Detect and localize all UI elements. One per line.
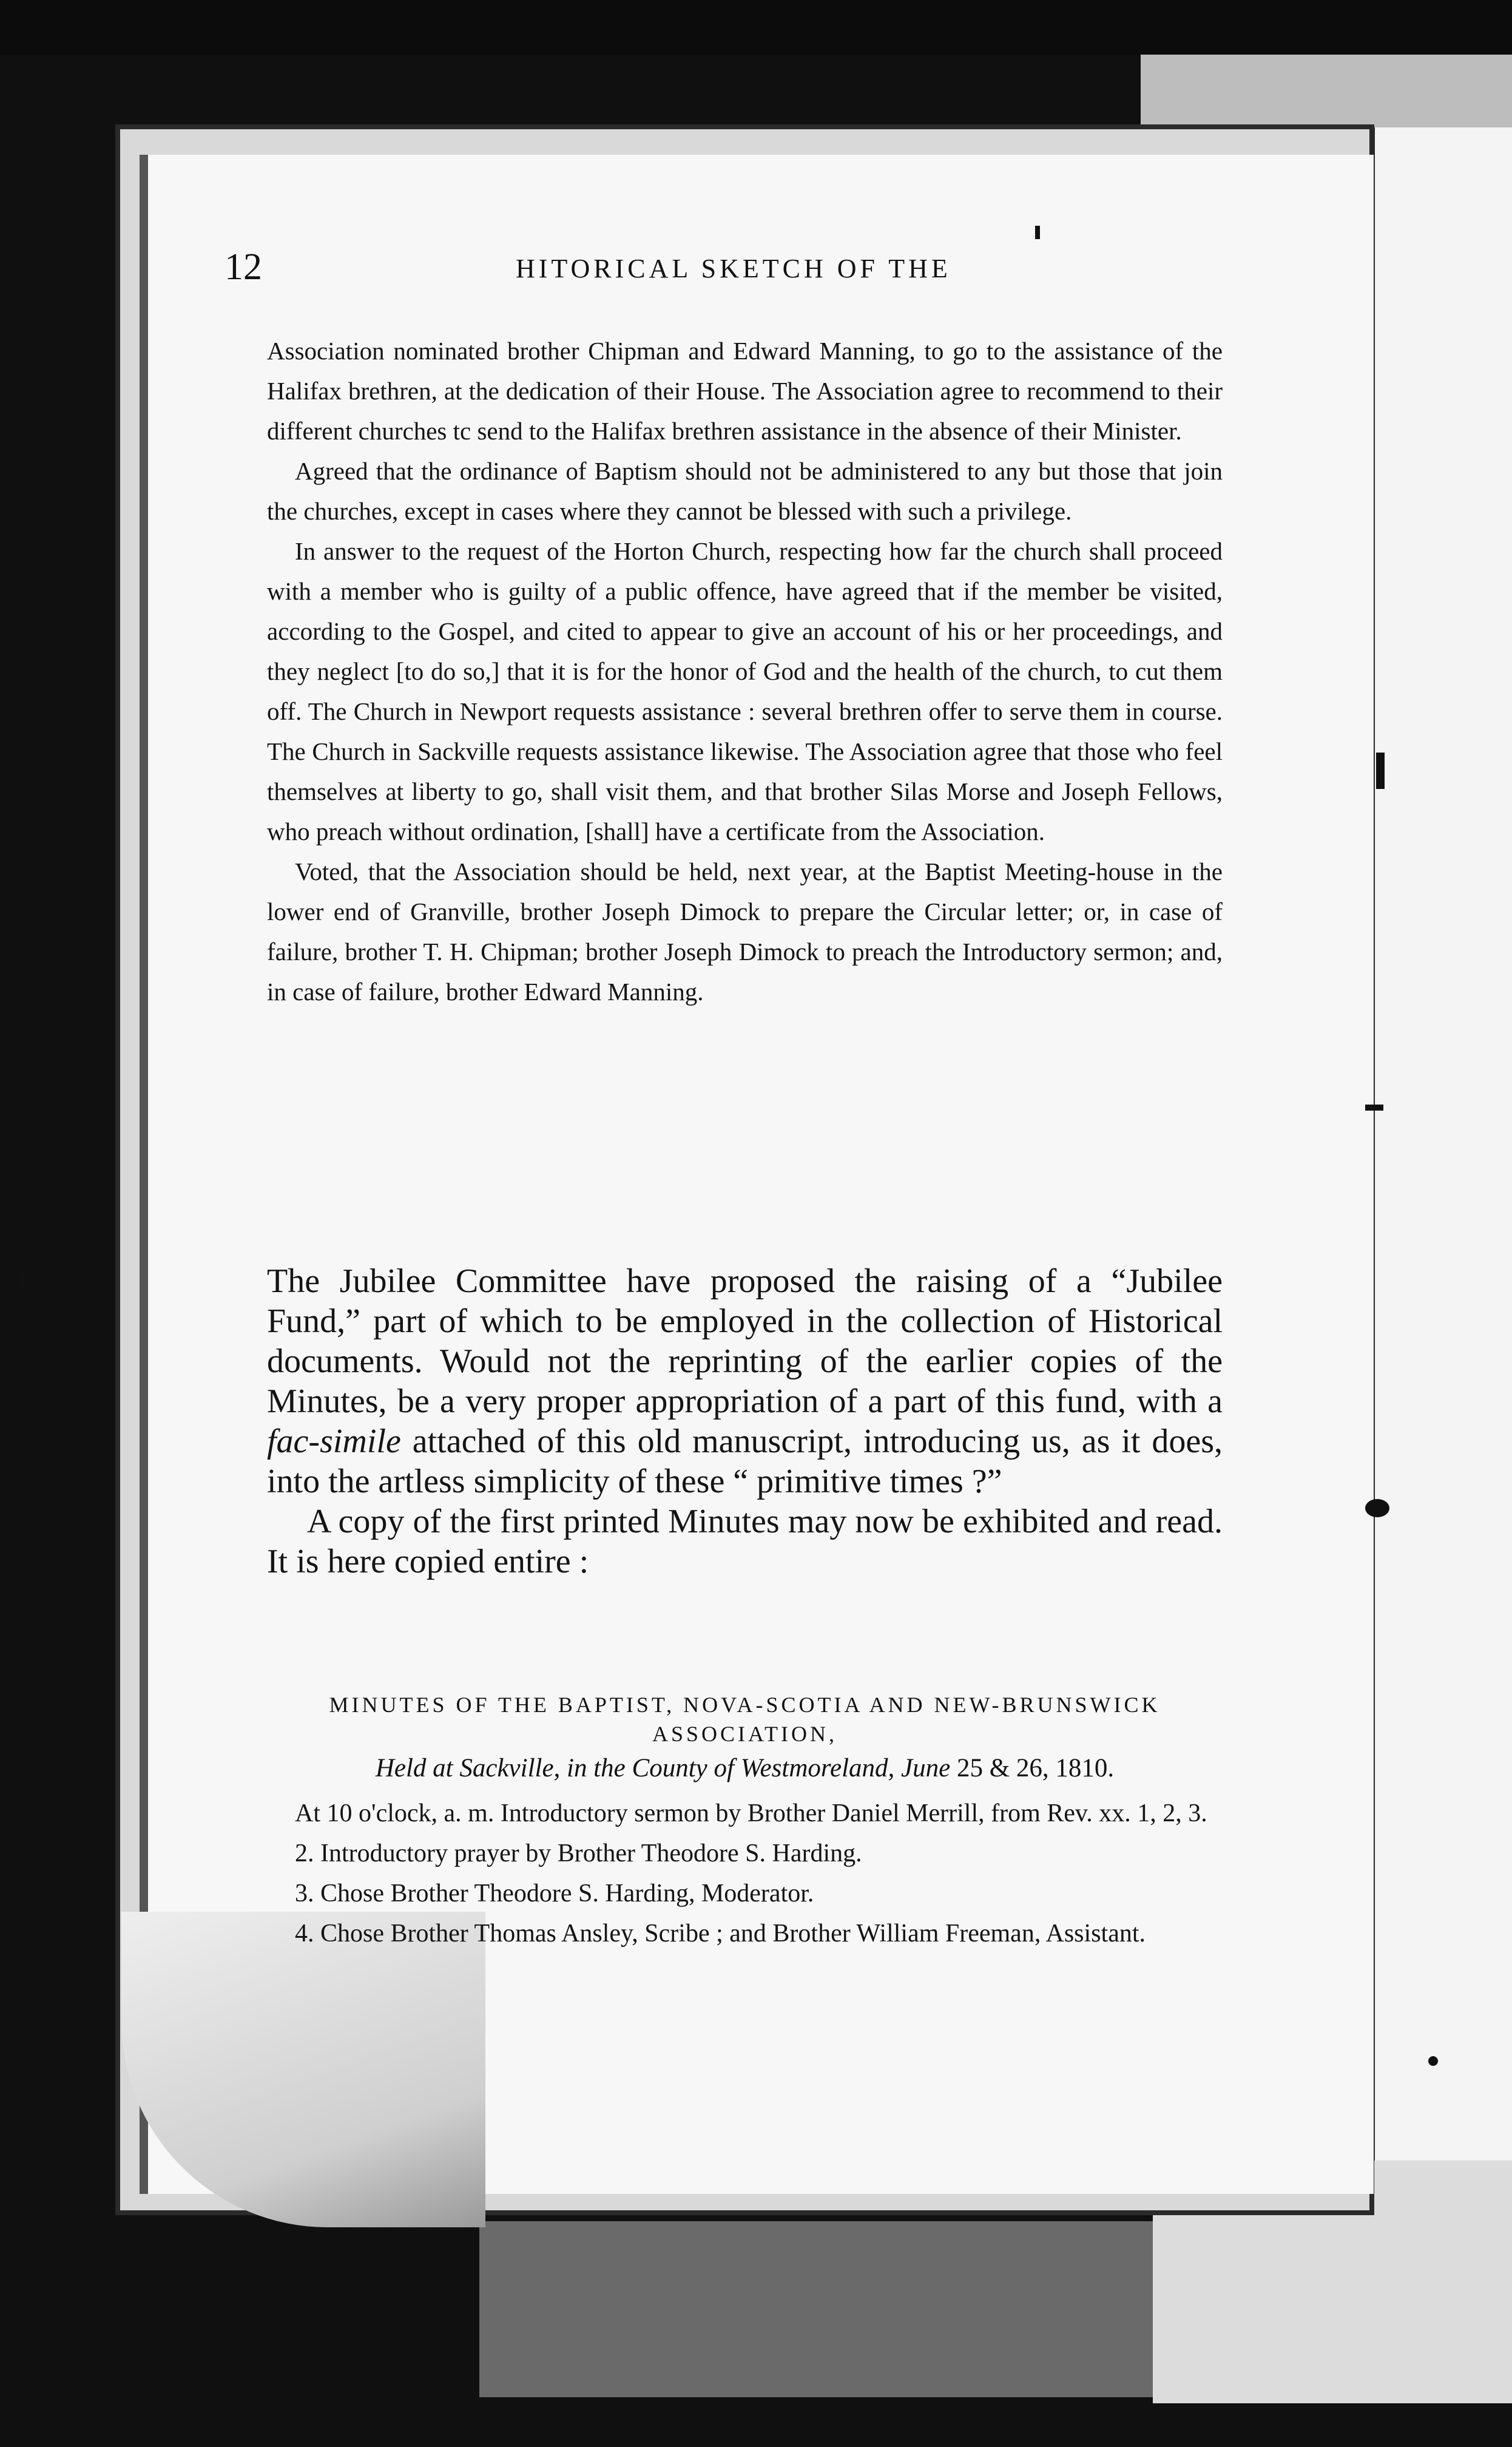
page-number: 12 [224, 246, 262, 288]
minutes-title: MINUTES OF THE BAPTIST, NOVA-SCOTIA AND NEW-BRUNSWICK [329, 1693, 1161, 1717]
held-place: Held at Sackville, in the County of Westmoreland, June [375, 1754, 951, 1782]
commentary [267, 1261, 1223, 1582]
paragraph: A copy of the first printed Minutes may now be exhibited and read. It is here copied entire : [267, 1503, 1223, 1580]
ink-speck [1365, 1499, 1389, 1517]
italic-term: fac-simile [267, 1423, 401, 1460]
scan-frame-top [0, 0, 1512, 55]
ink-speck [1365, 1105, 1383, 1111]
minutes-title-line2: ASSOCIATION, [652, 1722, 838, 1746]
ink-speck [19, 1274, 25, 1289]
scan-background-bottom [479, 2221, 1153, 2397]
minutes-item: At 10 o'clock, a. m. Introductory sermon by Brother Daniel Merrill, from Rev. xx. 1, 2, 3. [295, 1799, 1207, 1827]
ink-speck [1035, 226, 1040, 239]
held-dates: 25 & 26, 1810. [950, 1754, 1115, 1782]
minutes-item: 3. Chose Brother Theodore S. Harding, Moderator. [295, 1880, 814, 1907]
ink-speck [1376, 753, 1385, 789]
text-run: The Jubilee Committee have proposed the raising of a “Jubilee Fund,” part of which to be employed in the collection of Historical documents. Would not the reprinting of the earlier copies of the Minutes, be a very proper appropriation of a part of this fund, with a [267, 1262, 1223, 1420]
paragraph: In answer to the request of the Horton Church, respecting how far the church shall proceed with a member who is guilty of a public offence, have agreed that if the member be visited, according to the Gospel, and cited to appear to give an account of his or her proceedings, and they neglect [to do so,] that it is for the honor of God and the health of the church, to cut them off. The Church in Newport requests assistance : several brethren offer to serve them in course. The Church in Sackville requests assistance likewise. The Association agree that those who feel themselves at liberty to go, shall visit them, and that brother Silas Morse and Joseph Fellows, who preach without ordination, [shall] have a certificate from the Association. [267, 537, 1223, 845]
paragraph: Voted, that the Association should be held, next year, at the Baptist Meeting-house in the lower end of Granville, brother Joseph Dimock to prepare the Circular letter; or, in case of failure, brother T. H. Chipman; brother Joseph Dimock to preach the Introductory sermon; and, in case of failure, brother Edward Manning. [267, 858, 1223, 1006]
minutes-item: 4. Chose Brother Thomas Ansley, Scribe ; and Brother William Freeman, Assistant. [295, 1920, 1146, 1948]
page-header [224, 246, 1013, 288]
ink-speck [1428, 2056, 1438, 2066]
paragraph [267, 1261, 1223, 1501]
minutes-held-line [267, 1748, 1223, 1789]
minutes-heading [267, 1690, 1223, 1789]
paragraph: Agreed that the ordinance of Baptism should not be administered to any but those that join the churches, except in cases where they cannot be blessed with such a privilege. [267, 457, 1223, 525]
paragraph: Association nominated brother Chipman and Edward Manning, to go to the assistance of the Halifax brethren, at the dedication of their House. The Association agree to recommend to their different churches tc send to the Halifax brethren assistance in the absence of their Minister. [267, 337, 1223, 445]
minutes-item: 2. Introductory prayer by Brother Theodore S. Harding. [295, 1839, 862, 1867]
running-head: HITORICAL SKETCH OF THE [516, 254, 951, 283]
minutes-items [267, 1793, 1223, 1954]
minutes-excerpt [267, 331, 1223, 1012]
text-run: attached of this old manuscript, introducing us, as it does, into the artless simplicity of these “ primitive times ?” [267, 1423, 1223, 1500]
facing-page-edge [1371, 127, 1512, 2161]
